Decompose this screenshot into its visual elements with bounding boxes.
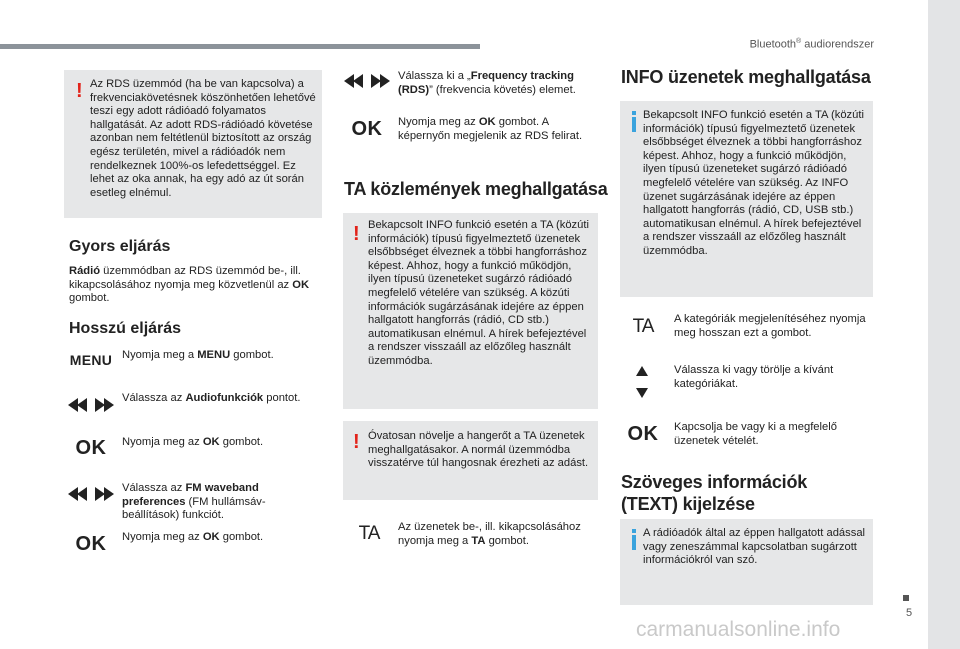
ta-toggle-text: Az üzenetek be-, ill. kikapcsolásához nyomja meg a TA gombot.	[398, 521, 581, 547]
step-ok-rds-text: Nyomja meg az OK gombot. A képernyőn megjelenik az RDS felirat.	[398, 116, 583, 142]
text-section-title: Szöveges információk (TEXT) kijelzése	[621, 472, 808, 514]
long-procedure-title: Hosszú eljárás	[69, 320, 182, 337]
quick-procedure-title: Gyors eljárás	[69, 238, 171, 255]
page-header: Bluetooth® audiorendszer	[749, 38, 874, 51]
step-fm-text: Válassza az FM waveband preferences (FM hullámsáv-beállítások) funkciót.	[122, 482, 266, 522]
ta-warning-box	[343, 213, 598, 409]
page-marker	[903, 595, 909, 601]
left-right-arrows-icon	[344, 72, 390, 90]
step-select-text: Válassza ki vagy törölje a kívánt kategóriákat.	[674, 364, 834, 390]
ok-button-icon: OK	[627, 422, 659, 445]
warning-icon: !	[353, 431, 360, 453]
rds-warning-text: Az RDS üzemmód (ha be van kapcsolva) a frekvenciakövetésnek köszönhetően lehetővé teszi egy adott rádióadó folyamatos hallgatását. Az adott RDS-rádióadó követése azonban nem feltétlenül biztosított az ország egész területén, mivel a rádióadók nem rendelkeznek 100%-os lefedettséggel. Ez lehet az oka annak, ha egy adó az út során esetleg elnémul.	[90, 78, 316, 199]
text-note-text: A rádióadók által az éppen hallgatott adással vagy zeneszámmal kapcsolatban sugárzott információkról van szó.	[643, 527, 866, 567]
text-note-box	[620, 519, 873, 605]
ta-warning-text: Bekapcsolt INFO funkció esetén a TA (közúti információk) típusú figyelmeztető üzenetek elsőbbséget élveznek a többi hangforráshoz képest. Ahhoz, hogy a funkció működjön, ilyen típusú üzeneteket sugárzó rádióadó megfelelő vételére van szükség. A közúti információk sugárzásának idejére az éppen hallgatott hangforrás (rádió, CD stb.) automatikusan elnémul. A hírek befejeztével a rendszer visszaáll az előzőleg használt üzemmódba.	[368, 219, 589, 367]
info-note-box	[620, 101, 873, 297]
left-right-arrows-icon	[68, 396, 114, 414]
rds-warning-box	[64, 70, 322, 218]
warning-icon: !	[353, 223, 360, 245]
info-section-title: INFO üzenetek meghallgatása	[621, 67, 871, 87]
ok-button-icon: OK	[351, 117, 383, 140]
step-menu-text: Nyomja meg a MENU gombot.	[122, 349, 274, 361]
ta-section-title: TA közlemények meghallgatása	[344, 179, 608, 199]
step-reception-text: Kapcsolja be vagy ki a megfelelő üzenetek vételét.	[674, 421, 837, 447]
page-number: 5	[906, 607, 913, 619]
step-categories-text: A kategóriák megjelenítéséhez nyomja meg hosszan ezt a gombot.	[674, 313, 866, 339]
info-icon	[632, 535, 636, 550]
step-ok-text: Nyomja meg az OK gombot.	[122, 436, 264, 448]
watermark: carmanualsonline.info	[636, 618, 841, 641]
step-frequency-text: Válassza ki a „Frequency tracking (RDS)” (frekvencia követés) elemet.	[398, 70, 576, 96]
warning-icon: !	[76, 80, 83, 102]
quick-procedure-text: Rádió üzemmódban az RDS üzemmód be-, ill. kikapcsolásához nyomja meg közvetlenül az OK gombot.	[69, 265, 310, 305]
ok-button-icon: OK	[75, 436, 107, 459]
volume-warning-text: Óvatosan növelje a hangerőt a TA üzenetek meghallgatásakor. A normál üzemmódba visszatérve túl hangosnak érezheti az adást.	[368, 430, 589, 470]
ta-button-icon: TA	[358, 523, 380, 544]
side-strip	[928, 0, 960, 649]
info-icon	[632, 117, 636, 132]
step-ok-text-2: Nyomja meg az OK gombot.	[122, 531, 264, 543]
left-right-arrows-icon	[68, 485, 114, 503]
info-note-text: Bekapcsolt INFO funkció esetén a TA (közúti információk) típusú figyelmeztető üzenetek elsőbbséget élveznek a többi hangforráshoz képest. Ahhoz, hogy a funkció működjön, ilyen típusú üzeneteket sugárzó rádióadó megfelelő vételére van szükség. Az INFO üzenet sugárzásának idejére az éppen hallgatott hangforrás (rádió, CD, USB stb.) automatikusan elnémul. A hírek befejeztével a rendszer visszaáll az előzőleg használt üzemmódba.	[643, 109, 864, 257]
ta-button-icon: TA	[632, 316, 654, 337]
menu-button-icon: MENU	[69, 352, 113, 368]
volume-warning-box	[343, 421, 598, 500]
ok-button-icon: OK	[75, 532, 107, 555]
header-rule	[0, 44, 480, 49]
step-audio-text: Válassza az Audiofunkciók pontot.	[122, 392, 301, 404]
up-down-arrows-icon	[630, 364, 654, 400]
